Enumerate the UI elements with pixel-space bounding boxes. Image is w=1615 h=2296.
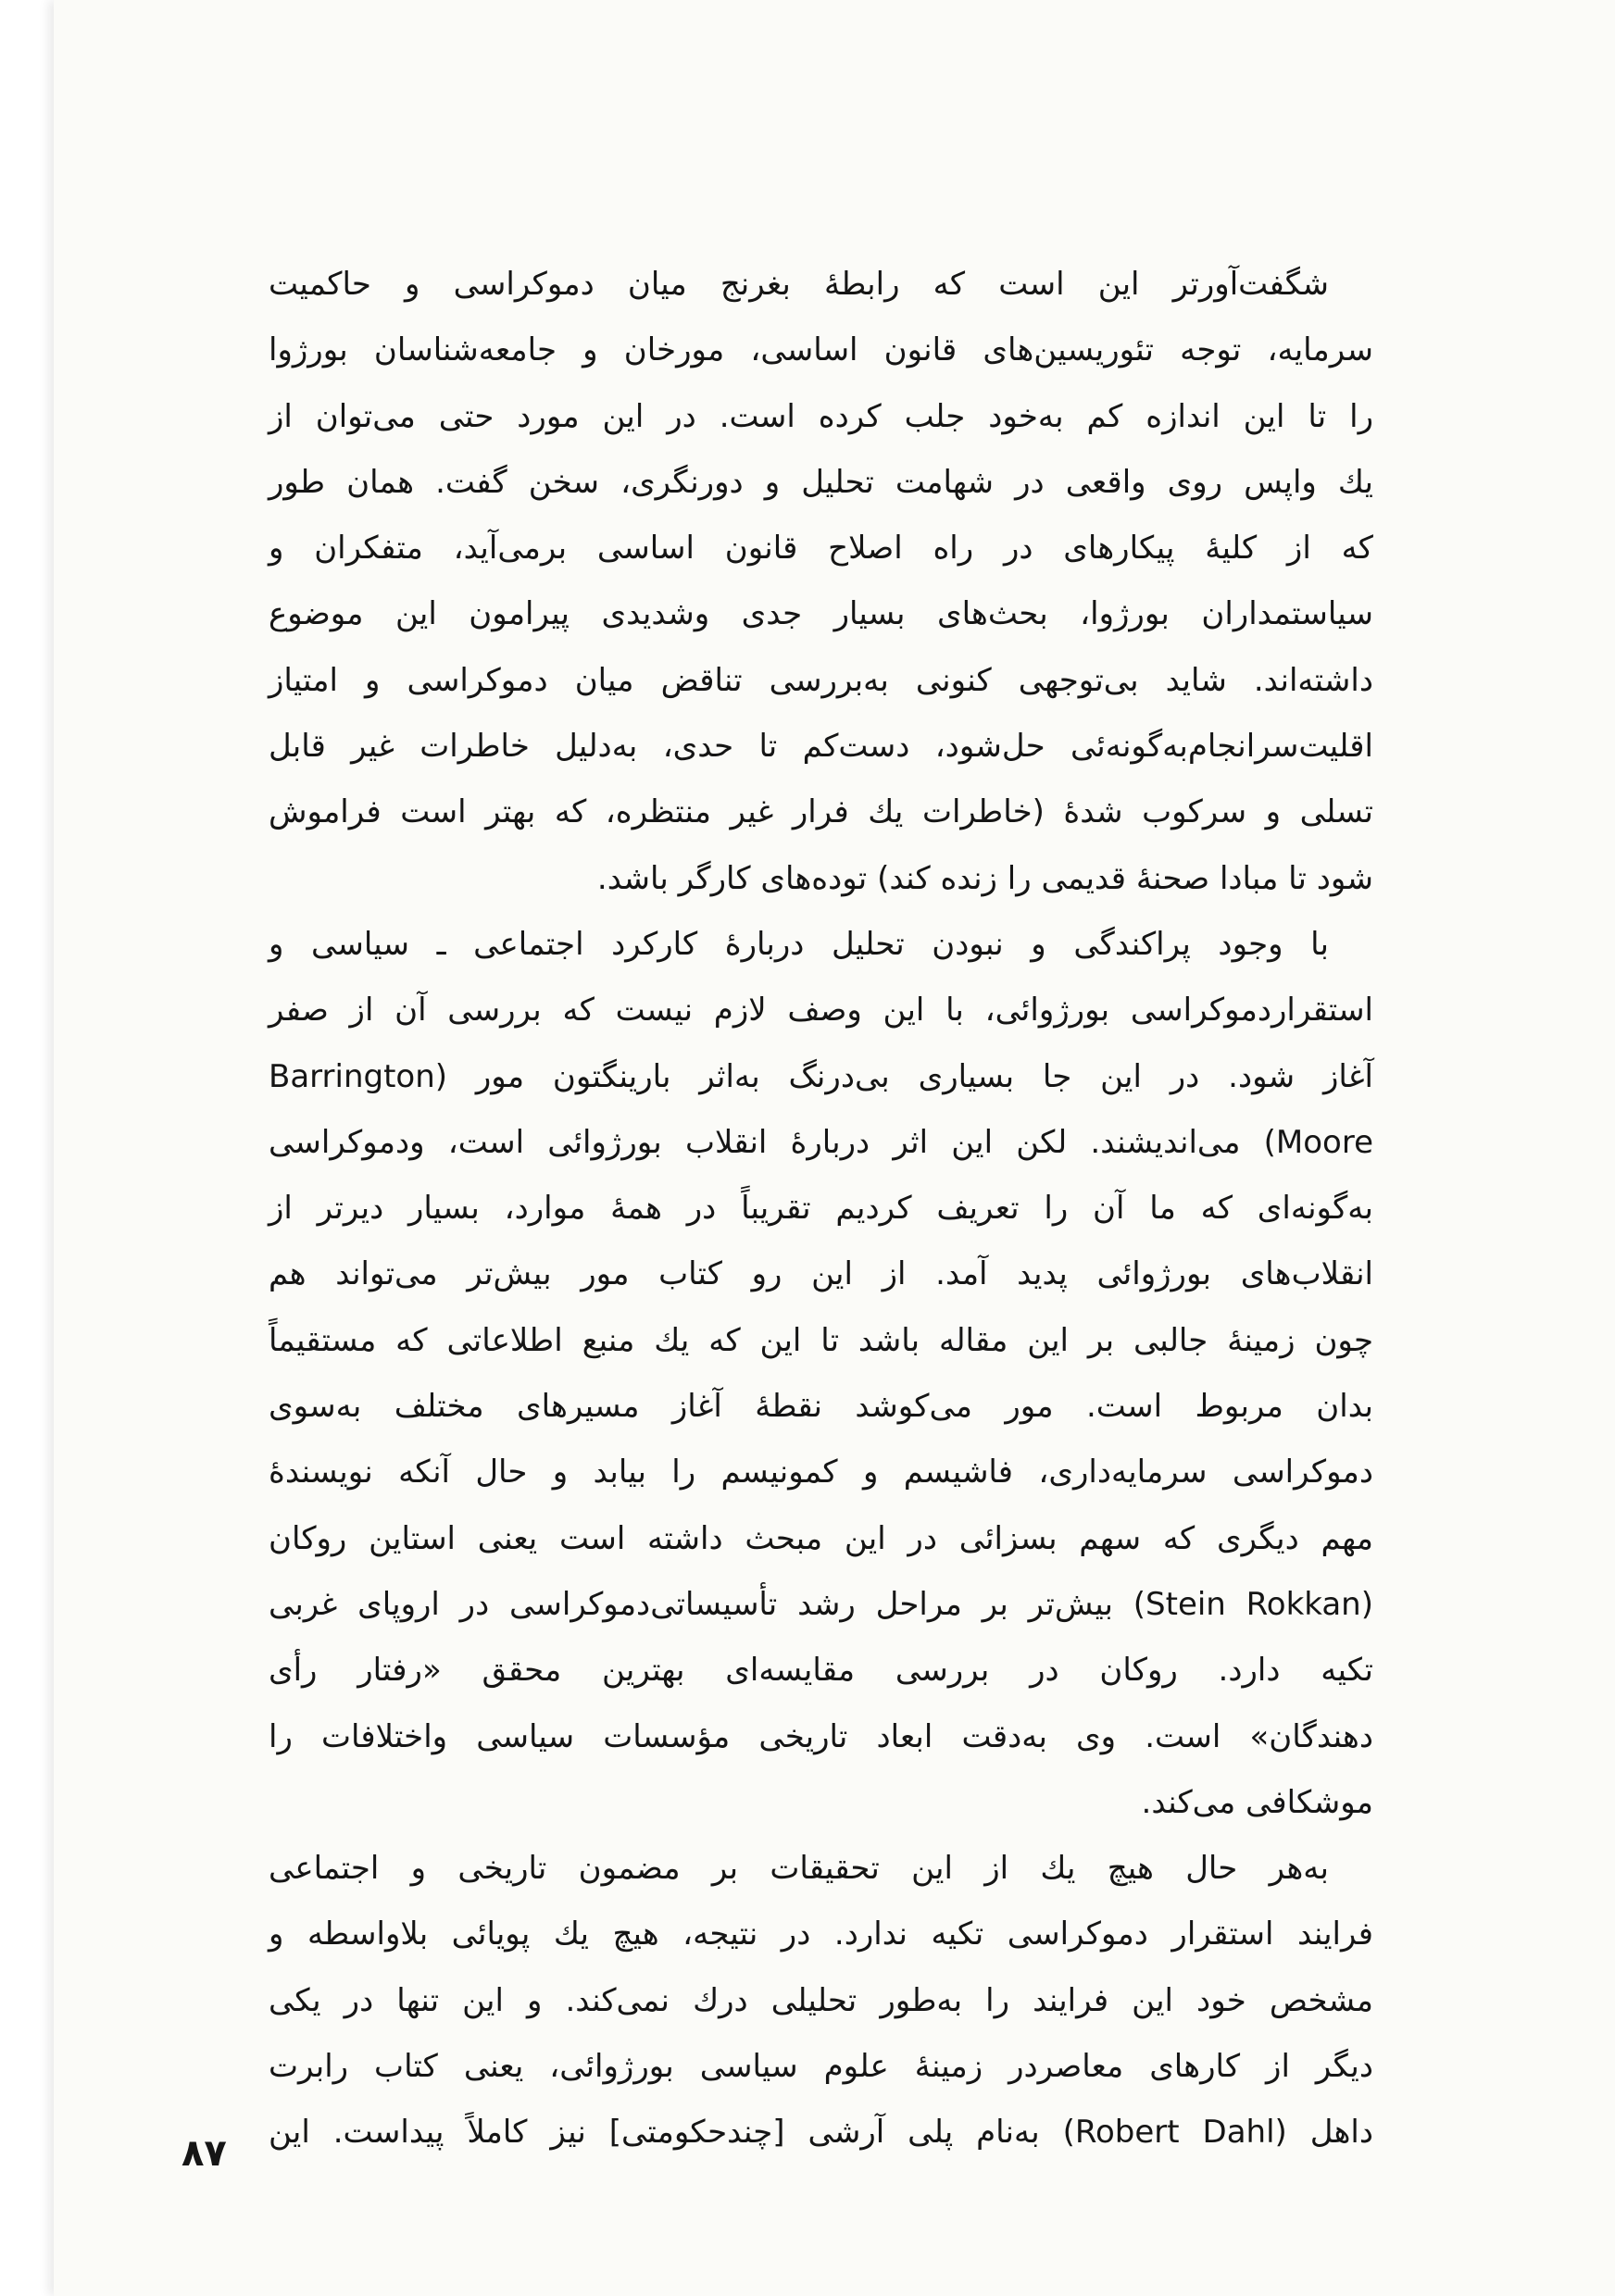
text-line: با وجود پراکندگی و نبودن تحلیل دربارهٔ کارکرد اجتماعی ـ سیاسی و <box>269 925 1329 963</box>
text-line: داشته‌اند. شاید بی‌توجهی کنونی به‌بررسی تناقض میان دموکراسی و امتیاز <box>269 661 1373 699</box>
text-line: تسلی و سرکوب شدهٔ (خاطرات یك فرار غیر منتظره، که بهتر است فراموش <box>269 793 1373 831</box>
text-line: به‌گونه‌ای که ما آن را تعریف کردیم تقریباً در همهٔ موارد، بسیار دیرتر از <box>269 1190 1373 1228</box>
text-line: تکیه دارد. روکان در بررسی مقایسه‌ای بهترین محقق «رفتار رأی <box>269 1652 1373 1690</box>
text-line: سیاستمداران بورژوا، بحث‌های بسیار جدی وشدیدی پیرامون این موضوع <box>269 595 1373 633</box>
text-line: اقلیت‌سرانجام‌به‌گونه‌ئی حل‌شود، دست‌کم تا حدی، به‌دلیل خاطرات غیر قابل <box>269 728 1373 766</box>
text-line: چون زمینهٔ جالبی بر این مقاله باشد تا این که یك منبع اطلاعاتی که مستقیماً <box>269 1321 1373 1359</box>
text-line: آغاز شود. در این جا بسیاری بی‌درنگ به‌اثر بارینگتون مور (Barrington <box>269 1057 1373 1095</box>
text-line: استقراردموکراسی بورژوائی، با این وصف لازم نیست که بررسی آن از صفر <box>269 992 1373 1029</box>
text-line: دیگر از کارهای معاصردر زمینهٔ علوم سیاسی بورژوائی، یعنی کتاب رابرت <box>269 2048 1373 2086</box>
text-line: موشکافی می‌کند. <box>1141 1783 1373 1821</box>
text-line: شگفت‌آورتر این است که رابطهٔ بغرنج میان دموکراسی و حاکمیت <box>269 266 1329 303</box>
page-number: ۸۷ <box>182 2132 227 2175</box>
text-line: به‌هر حال هیچ یك از این تحقیقات بر مضمون تاریخی و اجتماعی <box>269 1850 1329 1888</box>
text-line: فرایند استقرار دموکراسی تکیه ندارد. در نتیجه، هیچ یك پویائی بلاواسطه و <box>269 1915 1373 1953</box>
text-line: شود تا مبادا صحنهٔ قدیمی را زنده کند) توده‌های کارگر باشد. <box>596 859 1373 897</box>
text-line: بدان مربوط است. مور می‌کوشد نقطهٔ آغاز مسیرهای مختلف به‌سوی <box>269 1388 1373 1426</box>
text-line: را تا این اندازه کم به‌خود جلب کرده است. در این مورد حتی می‌توان از <box>269 397 1373 435</box>
text-line: که از کلیهٔ پیکارهای در راه اصلاح قانون اساسی برمی‌آید، متفکران و <box>269 530 1373 568</box>
text-line: دموکراسی سرمایه‌داری، فاشیسم و کمونیسم را بیابد و حال آنکه نویسندهٔ <box>269 1454 1373 1491</box>
body-text <box>269 252 1373 2166</box>
text-line: انقلاب‌های بورژوائی پدید آمد. از این رو کتاب مور بیش‌تر می‌تواند هم <box>269 1255 1373 1293</box>
text-line: مشخص خود این فرایند را به‌طور تحلیلی درك نمی‌کند. و این تنها در یکی <box>269 1981 1373 2019</box>
text-line: Moore) می‌اندیشند. لکن این اثر دربارهٔ انقلاب بورژوائی است، ودموکراسی <box>269 1123 1373 1161</box>
text-line: سرمایه، توجه تئوریسین‌های قانون اساسی، مورخان و جامعه‌شناسان بورژوا <box>269 331 1373 369</box>
text-line: (Stein Rokkan) بیش‌تر بر مراحل رشد تأسیساتی‌دموکراسی در اروپای غربی <box>269 1585 1373 1623</box>
text-line: یك واپس روی واقعی در شهامت تحلیل و دورنگری، سخن گفت. همان طور <box>269 463 1373 501</box>
text-line: داهل (Robert Dahl) به‌نام پلی آرشی [چندحکومتی] نیز کاملاً پیداست. این <box>269 2114 1373 2152</box>
text-line: مهم دیگری که سهم بسزائی در این مبحث داشته است یعنی استاین روکان <box>269 1519 1373 1557</box>
text-line: دهندگان» است. وی به‌دقت ابعاد تاریخی مؤسسات سیاسی واختلافات را <box>269 1717 1373 1755</box>
book-page <box>54 0 1615 2296</box>
